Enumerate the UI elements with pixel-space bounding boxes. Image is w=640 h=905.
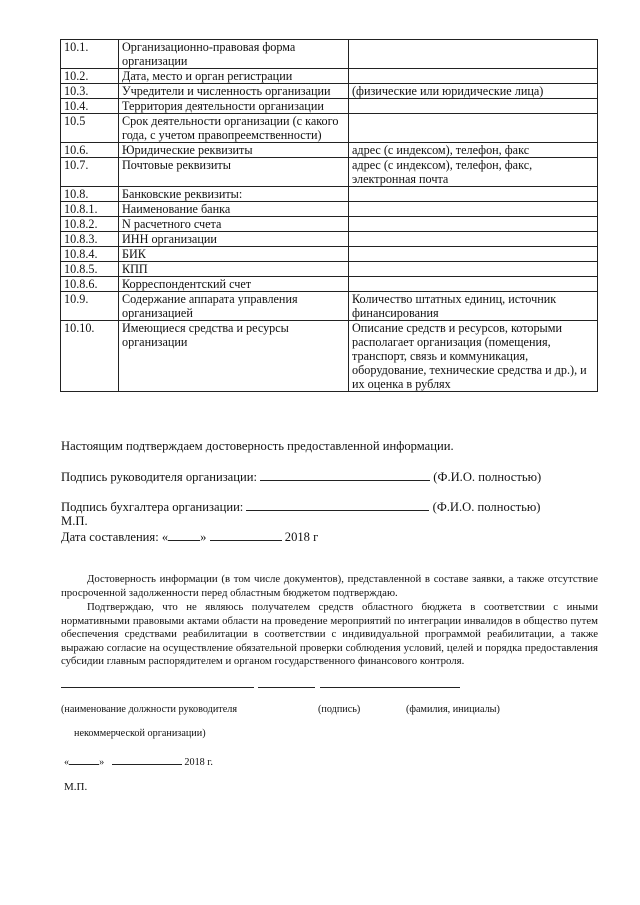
row-value[interactable] xyxy=(349,40,598,69)
date-label: Дата составления: « xyxy=(61,530,169,544)
row-value[interactable] xyxy=(349,247,598,262)
row-label: Юридические реквизиты xyxy=(119,143,349,158)
row-label: Срок деятельности организации (с какого года, с учетом правопреемственности) xyxy=(119,114,349,143)
position-label: (наименование должности руководителя xyxy=(61,704,238,715)
accountant-signature-field[interactable] xyxy=(246,499,429,511)
head-signature-label: Подпись руководителя организации: xyxy=(61,470,257,484)
date2-close-quote: » xyxy=(99,757,105,768)
month-field-2[interactable] xyxy=(112,755,182,765)
row-value[interactable] xyxy=(349,69,598,84)
row-label: Наименование банка xyxy=(119,202,349,217)
date-close-quote: » xyxy=(200,530,207,544)
row-value[interactable]: Описание средств и ресурсов, которыми располагает организация (помещения, транспорт, связь и коммуникация, оборудование, технические средства и др.), и их оценка в рублях xyxy=(349,321,598,392)
row-number: 10.8.4. xyxy=(61,247,119,262)
row-number: 10.7. xyxy=(61,158,119,187)
head-signature-field[interactable] xyxy=(260,469,430,481)
table-row xyxy=(61,187,598,202)
head-signature-suffix: (Ф.И.О. полностью) xyxy=(433,470,542,484)
name-signature-line[interactable] xyxy=(320,687,460,688)
table-row xyxy=(61,40,598,69)
row-label: N расчетного счета xyxy=(119,217,349,232)
row-label: ИНН организации xyxy=(119,232,349,247)
row-number: 10.8.2. xyxy=(61,217,119,232)
row-value[interactable] xyxy=(349,99,598,114)
row-value[interactable] xyxy=(349,232,598,247)
date2-year: 2018 г. xyxy=(184,757,213,768)
row-value[interactable] xyxy=(349,187,598,202)
month-field[interactable] xyxy=(210,529,282,541)
row-label: Корреспондентский счет xyxy=(119,277,349,292)
row-number: 10.8. xyxy=(61,187,119,202)
day-field[interactable] xyxy=(168,529,200,541)
row-number: 10.8.6. xyxy=(61,277,119,292)
date-line xyxy=(61,529,318,545)
row-label: КПП xyxy=(119,262,349,277)
head-signature-line xyxy=(61,469,541,485)
row-label: Организационно-правовая форма организации xyxy=(119,40,349,69)
row-value[interactable]: Количество штатных единиц, источник финансирования xyxy=(349,292,598,321)
position-label-continued: некоммерческой организации) xyxy=(74,728,206,739)
row-label: Банковские реквизиты: xyxy=(119,187,349,202)
row-value[interactable]: адрес (с индексом), телефон, факс xyxy=(349,143,598,158)
paragraph-confirmation: Подтверждаю, что не являюсь получателем средств областного бюджета в соответствии с иными нормативными правовыми актами области на проведение мероприятий по интеграции инвалидов в общество путем обеспечения средствами реабилитации в соответствии с индивидуальной программой реабилитации, а также выражаю согласие на осуществление обязательной проверки соблюдения условий, целей и порядка предоставления субсидии главным распорядителем и органом государственного финансового контроля. xyxy=(61,601,598,667)
table-row xyxy=(61,114,598,143)
row-label: БИК xyxy=(119,247,349,262)
table-row xyxy=(61,247,598,262)
row-label: Почтовые реквизиты xyxy=(119,158,349,187)
signature-label: (подпись) xyxy=(318,704,361,715)
row-number: 10.8.5. xyxy=(61,262,119,277)
table-row xyxy=(61,84,598,99)
table-row xyxy=(61,232,598,247)
row-label: Территория деятельности организации xyxy=(119,99,349,114)
organization-info-table xyxy=(60,39,598,392)
table-row xyxy=(61,143,598,158)
date2-open-quote: « xyxy=(64,757,70,768)
stamp-mark-2: М.П. xyxy=(64,781,88,793)
row-value[interactable] xyxy=(349,262,598,277)
row-value[interactable] xyxy=(349,202,598,217)
row-number: 10.8.3. xyxy=(61,232,119,247)
table-row xyxy=(61,217,598,232)
table-row xyxy=(61,69,598,84)
table-row xyxy=(61,321,598,392)
confirm-text: Настоящим подтверждаем достоверность предоставленной информации. xyxy=(61,439,454,453)
row-label: Имеющиеся средства и ресурсы организации xyxy=(119,321,349,392)
row-number: 10.10. xyxy=(61,321,119,392)
table-row xyxy=(61,262,598,277)
row-number: 10.3. xyxy=(61,84,119,99)
row-number: 10.2. xyxy=(61,69,119,84)
table-row xyxy=(61,202,598,217)
row-value[interactable] xyxy=(349,277,598,292)
table-row xyxy=(61,292,598,321)
table-row xyxy=(61,99,598,114)
row-label: Дата, место и орган регистрации xyxy=(119,69,349,84)
day-field-2[interactable] xyxy=(69,755,99,765)
accountant-signature-label: Подпись бухгалтера организации: xyxy=(61,500,244,514)
signature-line[interactable] xyxy=(258,687,315,688)
row-label: Содержание аппарата управления организацией xyxy=(119,292,349,321)
row-value[interactable] xyxy=(349,114,598,143)
stamp-mark: М.П. xyxy=(61,514,88,528)
row-value[interactable]: (физические или юридические лица) xyxy=(349,84,598,99)
accountant-signature-line xyxy=(61,499,541,515)
date-year: 2018 г xyxy=(284,530,319,544)
table-row xyxy=(61,277,598,292)
row-number: 10.9. xyxy=(61,292,119,321)
row-label: Учредители и численность организации xyxy=(119,84,349,99)
accountant-signature-suffix: (Ф.И.О. полностью) xyxy=(432,500,541,514)
row-number: 10.4. xyxy=(61,99,119,114)
table-row xyxy=(61,158,598,187)
row-value[interactable]: адрес (с индексом), телефон, факс, электронная почта xyxy=(349,158,598,187)
row-number: 10.1. xyxy=(61,40,119,69)
paragraph-reliability: Достоверность информации (в том числе документов), представленной в составе заявки, а также отсутствие просроченной задолженности перед областным бюджетом подтверждаю. xyxy=(61,573,598,599)
row-number: 10.5 xyxy=(61,114,119,143)
name-label: (фамилия, инициалы) xyxy=(406,704,500,715)
row-number: 10.8.1. xyxy=(61,202,119,217)
row-number: 10.6. xyxy=(61,143,119,158)
position-signature-line[interactable] xyxy=(61,687,254,688)
date-line-2 xyxy=(64,755,213,768)
row-value[interactable] xyxy=(349,217,598,232)
